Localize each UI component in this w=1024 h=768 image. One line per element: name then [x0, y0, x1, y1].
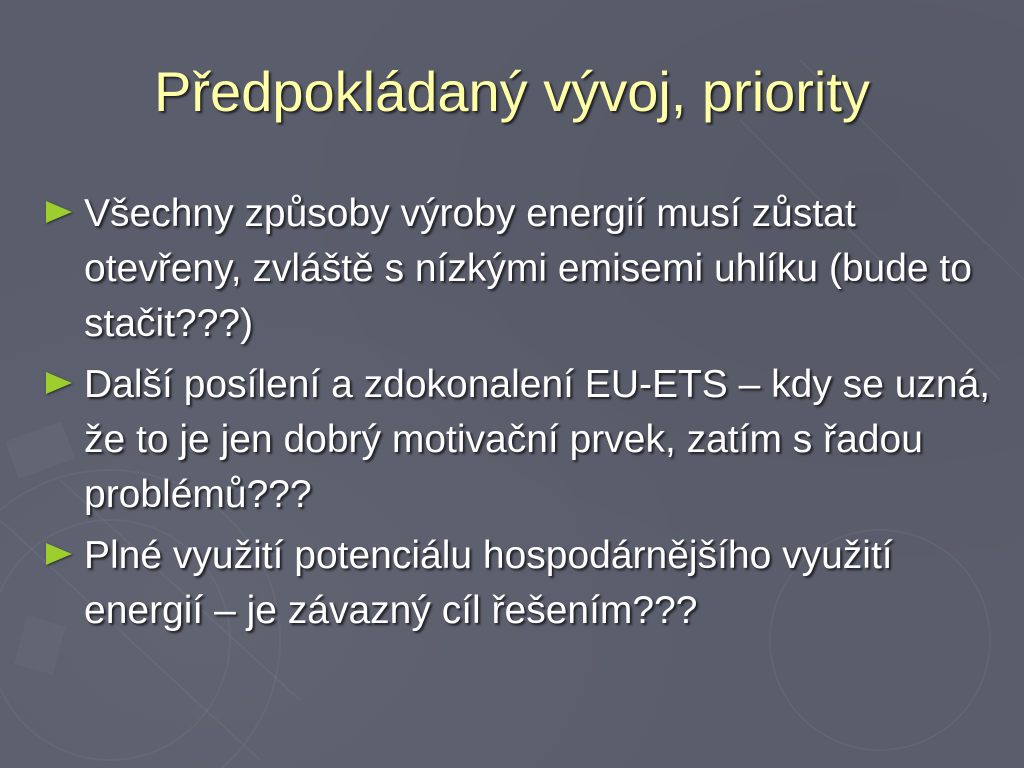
- slide-title: Předpokládaný vývoj, priority: [154, 60, 870, 123]
- triangle-right-icon: [46, 543, 72, 565]
- bullet-text: Plné využití potenciálu hospodárnějšího využití energií – je závazný cíl řešením???: [84, 534, 893, 632]
- bullet-text: Všechny způsoby výroby energií musí zůstat otevřeny, zvláště s nízkými emisemi uhlíku (bude to stačit???): [84, 192, 972, 345]
- triangle-right-icon: [46, 201, 72, 223]
- bullet-list: [44, 186, 1004, 644]
- bullet-item: [44, 528, 1004, 638]
- triangle-right-icon: [46, 372, 72, 394]
- bullet-item: [44, 186, 1004, 351]
- bullet-item: [44, 357, 1004, 522]
- bullet-text: Další posílení a zdokonalení EU-ETS – kdy se uzná, že to je jen dobrý motivační prvek, zatím s řadou problémů???: [84, 363, 991, 516]
